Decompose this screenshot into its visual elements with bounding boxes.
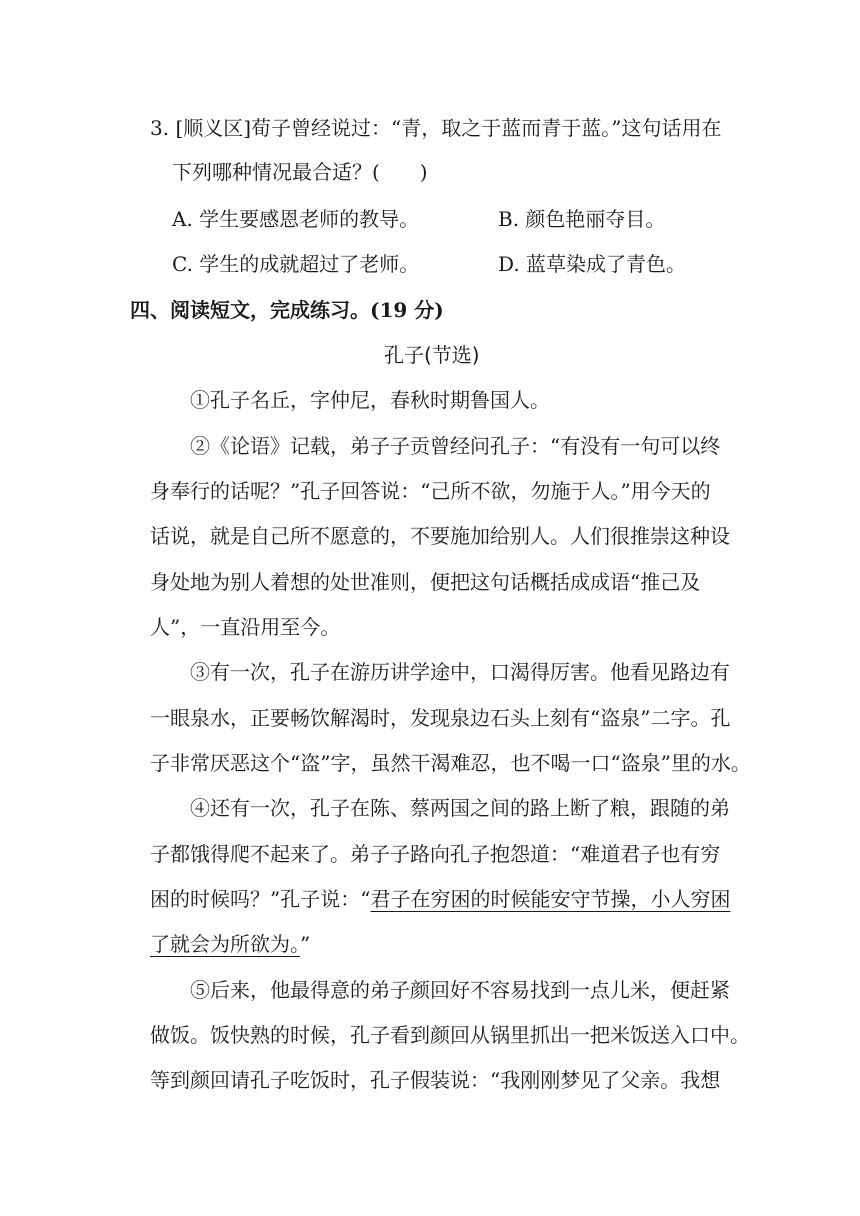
paragraph-5-line-3: 等到颜回请孔子吃饭时，孔子假装说：“我刚刚梦见了父亲。我想 xyxy=(150,1068,721,1092)
paragraph-5-line-1: ⑤后来，他最得意的弟子颜回好不容易找到一点儿米，便赶紧 xyxy=(190,978,730,1002)
option-b: B. 颜色艳丽夺目。 xyxy=(498,207,666,231)
paragraph-2-line-2: 身奉行的话呢？”孔子回答说：“己所不欲，勿施于人。”用今天的 xyxy=(150,479,711,503)
option-c: C. 学生的成就超过了老师。 xyxy=(172,252,420,276)
underlined-quote-part-2: 了就会为所欲为。 xyxy=(150,932,300,956)
paragraph-3-line-1: ③有一次，孔子在游历讲学途中，口渴得厉害。他看见路边有 xyxy=(190,660,730,684)
paragraph-4-line-1: ④还有一次，孔子在陈、蔡两国之间的路上断了粮，跟随的弟 xyxy=(190,796,730,820)
question-3-stem-line-2: 下列哪种情况最合适？( ) xyxy=(172,160,428,184)
paragraph-2-line-3: 话说，就是自己所不愿意的，不要施加给别人。人们很推崇这种设 xyxy=(150,524,730,548)
underlined-quote-part-1: 君子在穷困的时候能安守节操，小人穷困 xyxy=(370,887,731,911)
option-d: D. 蓝草染成了青色。 xyxy=(498,252,687,276)
paragraph-4-line-4 xyxy=(150,930,310,958)
closing-quote-mark: ” xyxy=(300,932,311,956)
paragraph-3-line-2: 一眼泉水，正要畅饮解渴时，发现泉边石头上刻有“盗泉”二字。孔 xyxy=(150,706,731,730)
section-4-heading: 四、阅读短文，完成练习。(19 分) xyxy=(130,298,444,322)
passage-title: 孔子(节选) xyxy=(384,343,480,367)
paragraph-2-line-5: 人”，一直沿用至今。 xyxy=(150,615,341,639)
paragraph-5-line-2: 做饭。饭快熟的时候，孔子看到颜回从锅里抓出一把米饭送入口中。 xyxy=(150,1023,750,1047)
paragraph-4-line-2: 子都饿得爬不起来了。弟子子路向孔子抱怨道：“难道君子也有穷 xyxy=(150,842,721,866)
paragraph-1: ①孔子名丘，字仲尼，春秋时期鲁国人。 xyxy=(190,388,550,412)
paragraph-2-line-4: 身处地为别人着想的处世准则，便把这句话概括成成语“推己及 xyxy=(150,570,701,594)
option-a: A. 学生要感恩老师的教导。 xyxy=(172,207,420,231)
paragraph-3-line-3: 子非常厌恶这个“盗”字，虽然干渴难忍，也不喝一口“盗泉”里的水。 xyxy=(150,751,751,775)
question-3-stem-line-1: 3. [顺义区]荀子曾经说过：“青，取之于蓝而青于蓝。”这句话用在 xyxy=(150,116,722,140)
paragraph-4-line-3 xyxy=(150,885,730,913)
paragraph-2-line-1: ②《论语》记载，弟子子贡曾经问孔子：“有没有一句可以终 xyxy=(190,434,721,458)
paragraph-4-line-3-text: 困的时候吗？”孔子说：“ xyxy=(150,887,371,911)
